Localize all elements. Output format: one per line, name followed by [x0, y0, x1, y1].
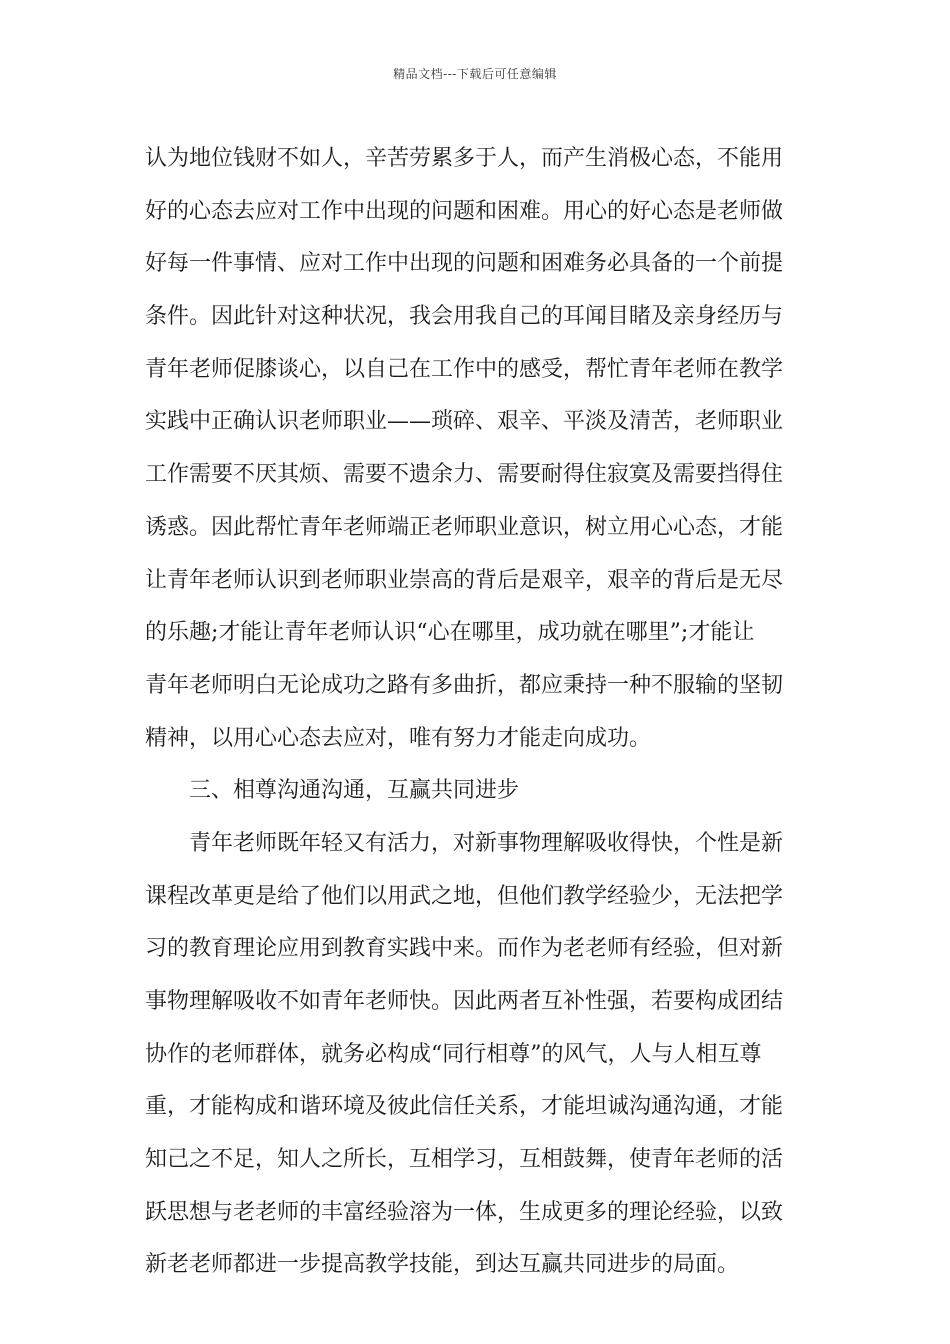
text-line: 的乐趣;才能让青年老师认识“心在哪里，成功就在哪里”;才能让 [145, 620, 755, 646]
section-heading: 三、相尊沟通沟通，互赢共同进步 [189, 778, 520, 804]
text-line: 习的教育理论应用到教育实践中来。而作为老老师有经验，但对新 [145, 936, 784, 962]
text-line: 新老老师都进一步提高教学技能，到达互赢共同进步的局面。 [145, 1252, 740, 1278]
document-body [145, 133, 809, 1292]
paragraph-first-line: 青年老师既年轻又有活力，对新事物理解吸收得快，个性是新 [189, 830, 784, 856]
text-line: 精神，以用心心态去应对，唯有努力才能走向成功。 [145, 725, 652, 751]
text-line: 让青年老师认识到老师职业崇高的背后是艰辛，艰辛的背后是无尽 [145, 567, 784, 593]
text-line: 青年老师明白无论成功之路有多曲折，都应秉持一种不服输的坚韧 [145, 672, 784, 698]
text-line: 重，才能构成和谐环境及彼此信任关系，才能坦诚沟通沟通，才能 [145, 1094, 784, 1120]
text-line: 条件。因此针对这种状况，我会用我自己的耳闻目睹及亲身经历与 [145, 304, 784, 330]
page-header: 精品文档---下载后可任意编辑 [393, 67, 557, 81]
text-line: 课程改革更是给了他们以用武之地，但他们教学经验少，无法把学 [145, 883, 784, 909]
text-line: 诱惑。因此帮忙青年老师端正老师职业意识，树立用心心态，才能 [145, 514, 784, 540]
text-line: 协作的老师群体，就务必构成“同行相尊”的风气，人与人相互尊 [145, 1041, 762, 1067]
text-line: 实践中正确认识老师职业——琐碎、艰辛、平淡及清苦，老师职业 [145, 409, 784, 435]
text-line: 工作需要不厌其烦、需要不遗余力、需要耐得住寂寞及需要挡得住 [145, 462, 784, 488]
text-line: 知己之不足，知人之所长，互相学习，互相鼓舞，使青年老师的活 [145, 1147, 784, 1173]
text-line: 青年老师促膝谈心，以自己在工作中的感受，帮忙青年老师在教学 [145, 356, 784, 382]
text-line: 事物理解吸收不如青年老师快。因此两者互补性强，若要构成团结 [145, 989, 784, 1014]
text-line: 好的心态去应对工作中出现的问题和困难。用心的好心态是老师做 [145, 198, 784, 224]
text-line: 跃思想与老老师的丰富经验溶为一体，生成更多的理论经验，以致 [145, 1199, 784, 1225]
text-line: 好每一件事情、应对工作中出现的问题和困难务必具备的一个前提 [145, 251, 784, 277]
text-line: 认为地位钱财不如人，辛苦劳累多于人，而产生消极心态，不能用 [145, 146, 784, 171]
